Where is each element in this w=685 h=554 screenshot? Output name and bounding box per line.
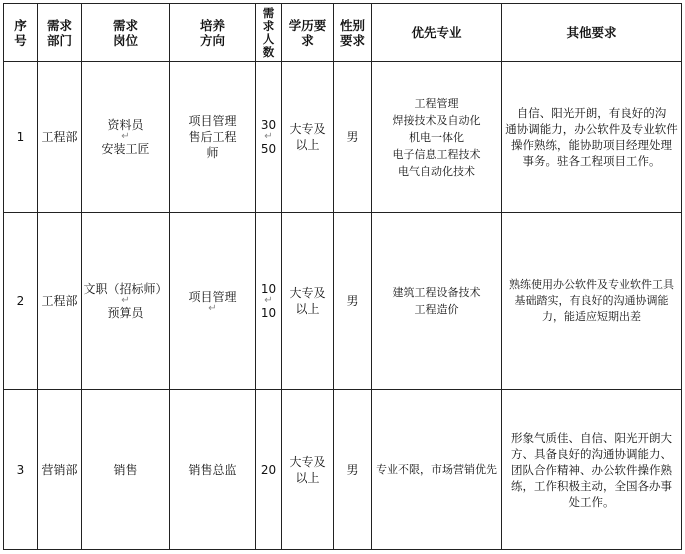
cell-counts: 30 ↵ 50 <box>256 62 282 213</box>
table-row <box>4 390 682 550</box>
cell-gender: 男 <box>334 390 372 550</box>
table-row <box>4 213 682 390</box>
cell-no: 1 <box>4 62 38 213</box>
cell-education: 大专及 以上 <box>282 62 334 213</box>
header-dept: 需求 部门 <box>38 4 82 62</box>
header-direction: 培养 方向 <box>170 4 256 62</box>
header-education: 学历要 求 <box>282 4 334 62</box>
cell-dept: 营销部 <box>38 390 82 550</box>
cell-no: 3 <box>4 390 38 550</box>
requirements-table <box>3 3 682 550</box>
cell-majors: 工程管理 焊接技术及自动化 机电一体化 电子信息工程技术 电气自动化技术 <box>372 62 502 213</box>
header-other: 其他要求 <box>502 4 682 62</box>
cell-dept: 工程部 <box>38 213 82 390</box>
cell-other: 形象气质佳、自信、阳光开朗大 方、具备良好的沟通协调能力、 团队合作精神、办公软件操作熟 练，工作积极主动，全国各办事 处工作。 <box>502 390 682 550</box>
cell-majors: 建筑工程设备技术 工程造价 <box>372 213 502 390</box>
cell-counts: 10 ↵ 10 <box>256 213 282 390</box>
cell-other: 熟练使用办公软件及专业软件工具 基础踏实，有良好的沟通协调能 力，能适应短期出差 <box>502 213 682 390</box>
header-gender: 性别 要求 <box>334 4 372 62</box>
cell-positions: 文职（招标师） ↵ 预算员 <box>82 213 170 390</box>
cell-majors: 专业不限，市场营销优先 <box>372 390 502 550</box>
cell-positions: 销售 <box>82 390 170 550</box>
header-row <box>4 4 682 62</box>
cell-direction: 销售总监 <box>170 390 256 550</box>
table-row <box>4 62 682 213</box>
header-position: 需求 岗位 <box>82 4 170 62</box>
cell-direction: 项目管理 售后工程 师 <box>170 62 256 213</box>
cell-counts: 20 <box>256 390 282 550</box>
cell-dept: 工程部 <box>38 62 82 213</box>
cell-education: 大专及 以上 <box>282 213 334 390</box>
cell-education: 大专及 以上 <box>282 390 334 550</box>
cell-no: 2 <box>4 213 38 390</box>
cell-direction: 项目管理 ↵ <box>170 213 256 390</box>
cell-other: 自信、阳光开朗，有良好的沟 通协调能力，办公软件及专业软件 操作熟练，能协助项目经理处理 事务。驻各工程项目工作。 <box>502 62 682 213</box>
header-majors: 优先专业 <box>372 4 502 62</box>
cell-positions: 资料员 ↵ 安装工匠 <box>82 62 170 213</box>
header-no: 序 号 <box>4 4 38 62</box>
cell-gender: 男 <box>334 62 372 213</box>
header-count: 需 求 人 数 <box>256 4 282 62</box>
cell-gender: 男 <box>334 213 372 390</box>
